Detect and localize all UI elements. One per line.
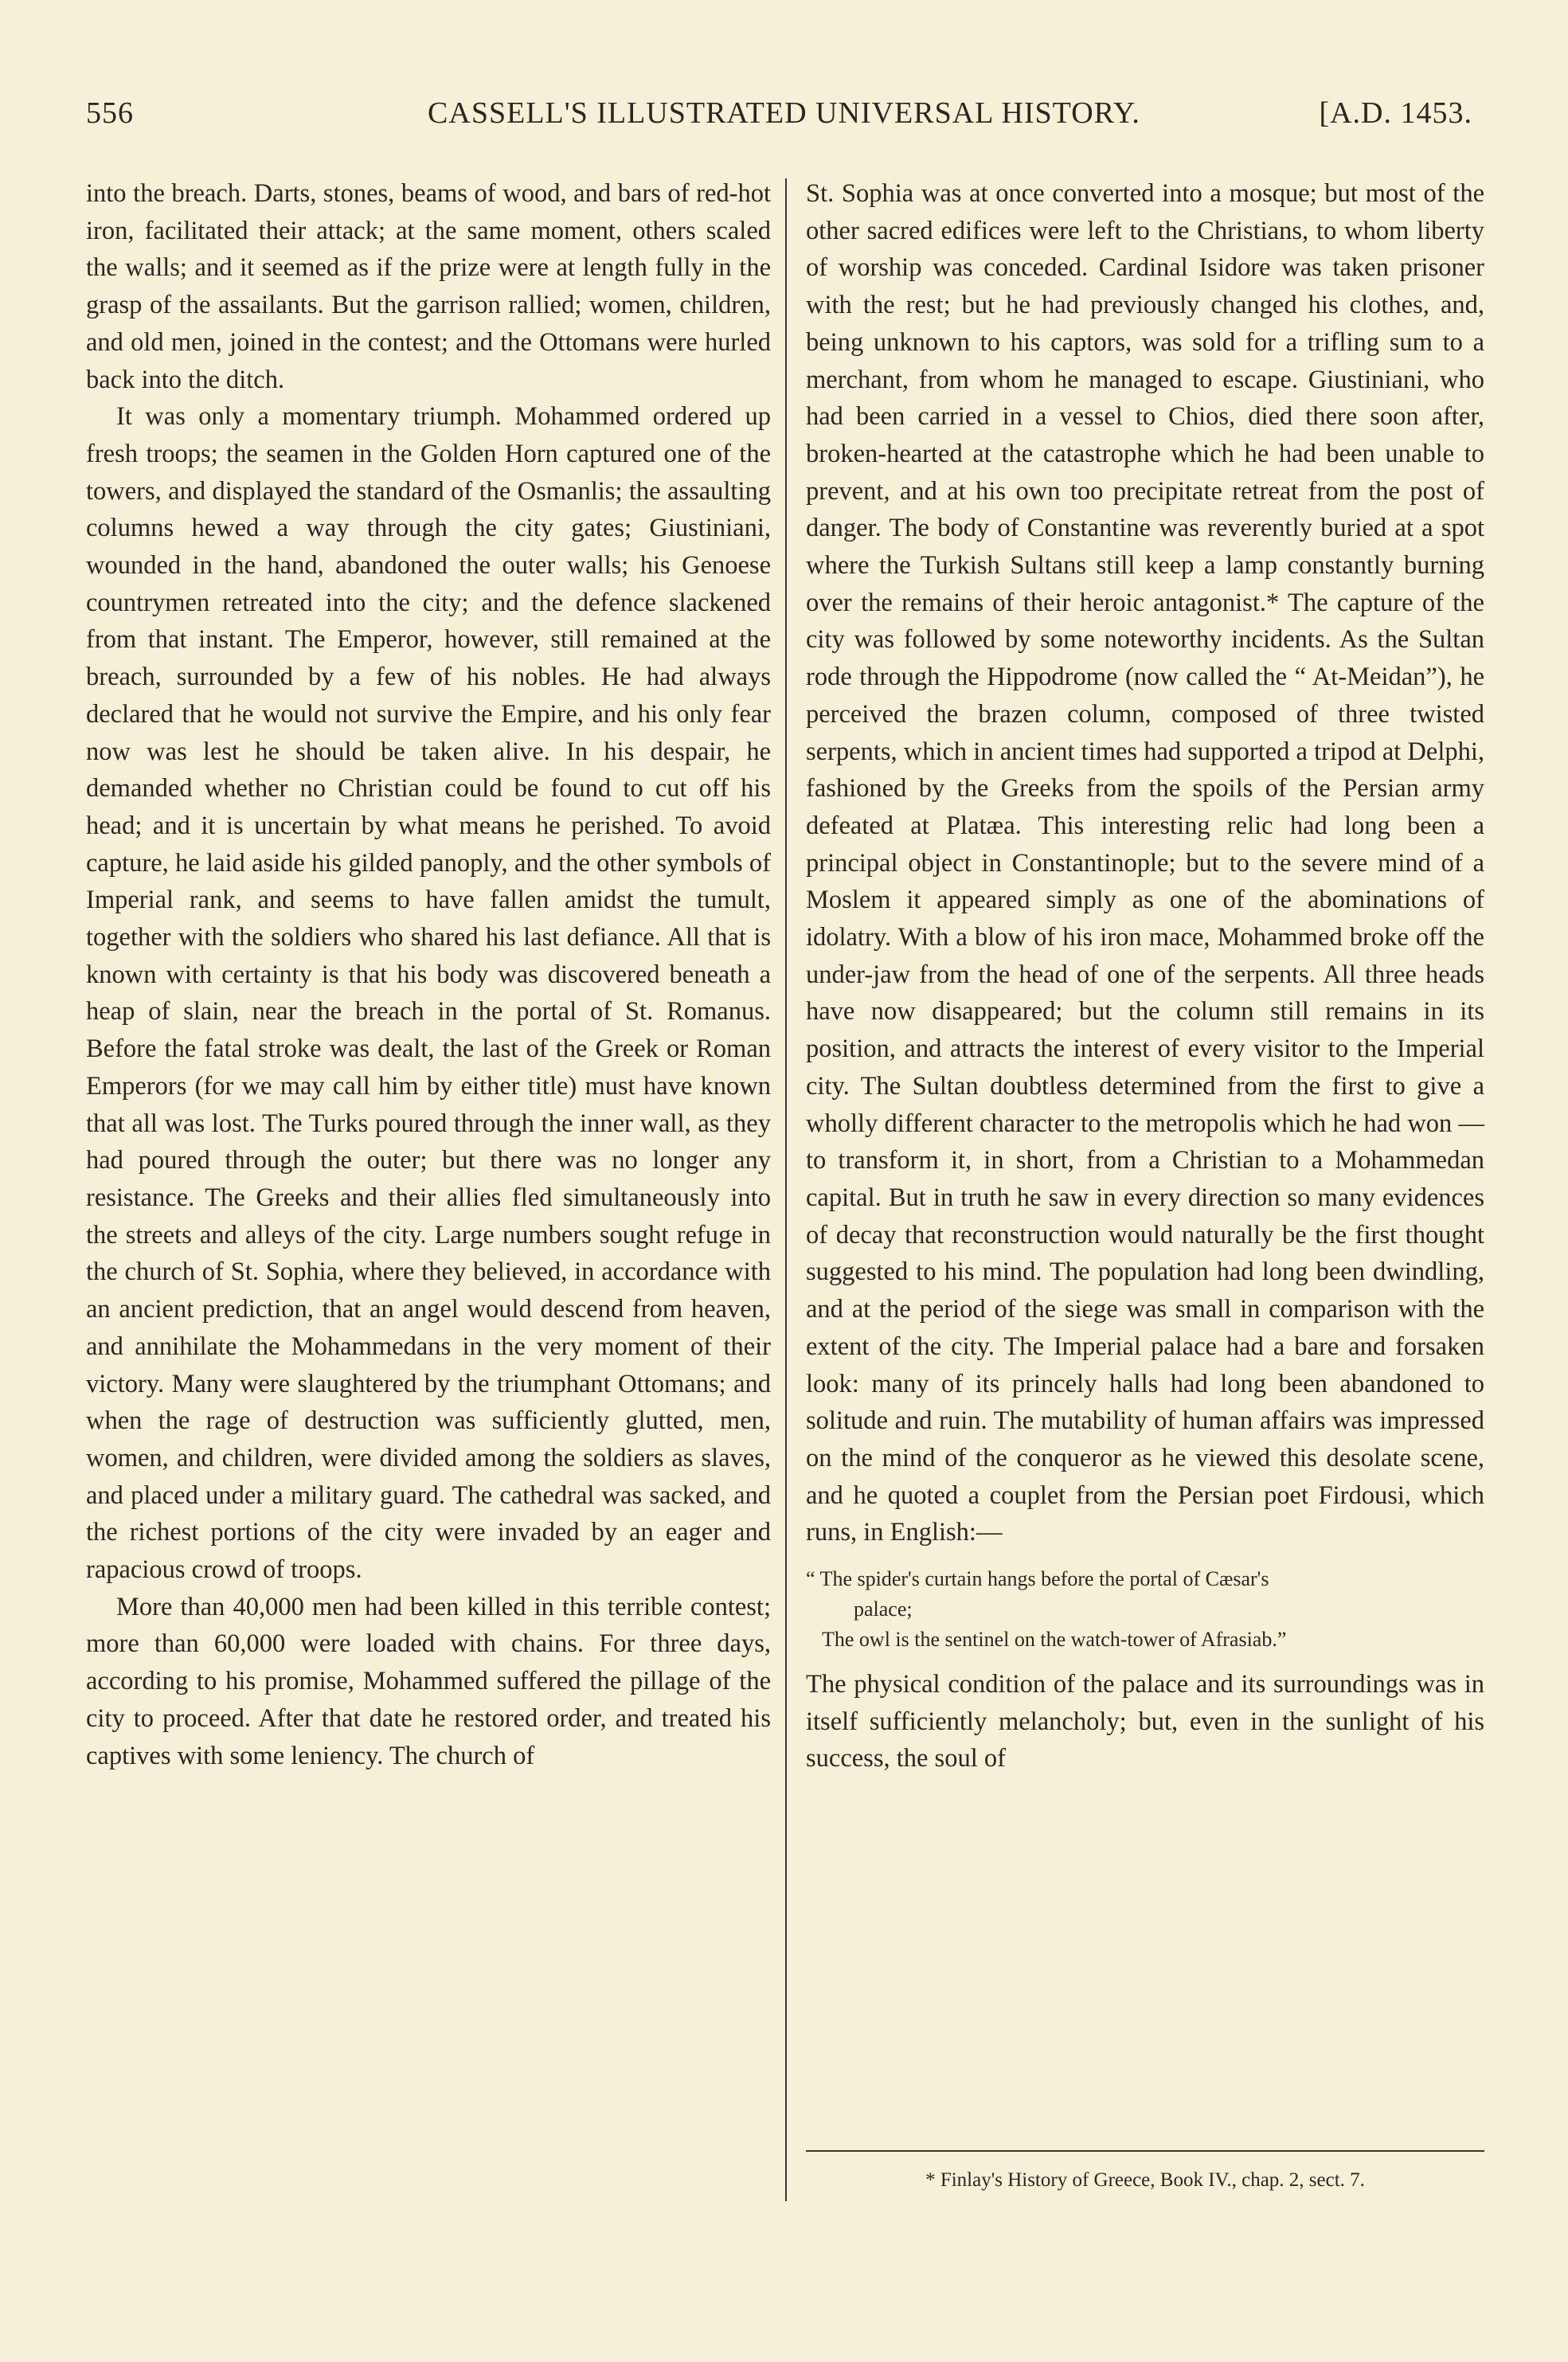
paragraph: More than 40,000 men had been killed in this terrible contest; more than 60,000 were loaded with chains. For three days, according to his promise, Mohammed suffered the pillage of the city to proceed. After that date he restored order, and treated his captives with some leniency. The church of [86, 1592, 771, 1770]
verse-line: palace; [854, 1597, 913, 1621]
verse-line: The owl is the sentinel on the watch-tower of Afrasiab.” [822, 1628, 1287, 1652]
book-title: CASSELL'S ILLUSTRATED UNIVERSAL HISTORY. [428, 96, 1140, 130]
paragraph: The physical condition of the palace and its surroundings was in itself sufficiently melancholy; but, even in the sunlight of his success, the soul of [806, 1670, 1484, 1773]
footnote-rule [806, 2150, 1484, 2152]
paragraph: into the breach. Darts, stones, beams of wood, and bars of red-hot iron, facilitated their attack; at the same moment, others scaled the walls; and it seemed as if the prize were at length fully in the grasp of the assailants. But the garrison rallied; women, children, and old men, joined in the contest; and the Ottomans were hurled back into the ditch. [86, 179, 771, 394]
paragraph: It was only a momentary triumph. Mohammed ordered up fresh troops; the seamen in the Golden Horn captured one of the towers, and displayed the standard of the Osmanlis; the assaulting columns hewed a way through the city gates; Giustiniani, wounded in the hand, abandoned the outer walls; his Genoese countrymen retreated into the city; and the defence slackened from that instant. The Emperor, however, still remained at the breach, surrounded by a few of his nobles. He had always declared that he would not survive the Empire, and his only fear now was lest he should be taken alive. In his despair, he demanded whether no Christian could be found to cut off his head; and it is uncertain by what means he perished. To avoid capture, he laid aside his gilded panoply, and the other symbols of Imperial rank, and seems to have fallen amidst the tumult, together with the soldiers who shared his last defiance. All that is known with certainty is that his body was discovered beneath a heap of slain, near the breach in the portal of St. Romanus. Before the fatal stroke was dealt, the last of the Greek or Roman Emperors (for we may call him by either title) must have known that all was lost. The Turks poured through the inner wall, as they had poured through the outer; but there was no longer any resistance. The Greeks and their allies fled simultaneously into the streets and alleys of the city. Large numbers sought refuge in the church of St. Sophia, where they believed, in accordance with an ancient prediction, that an angel would descend from heaven, and annihilate the Mohammedans in the very moment of their victory. Many were slaughtered by the triumphant Ottomans; and when the rage of destruction was sufficiently glutted, men, women, and children, were divided among the soldiers as slaves, and placed under a military guard. The cathedral was sacked, and the richest portions of the city were invaded by an eager and rapacious crowd of troops. [86, 402, 771, 1585]
left-column [86, 175, 771, 1774]
verse-line: “ The spider's curtain hangs before the portal of Cæsar's [806, 1567, 1269, 1591]
running-head [0, 96, 1568, 143]
right-column [806, 175, 1484, 1777]
page-number: 556 [86, 96, 134, 130]
column-divider [785, 178, 787, 2201]
verse-quote [806, 1564, 1484, 1655]
header-date: [A.D. 1453. [1319, 96, 1472, 130]
footnote: * Finlay's History of Greece, Book IV., chap. 2, sect. 7. [925, 2169, 1365, 2191]
paragraph: St. Sophia was at once converted into a mosque; but most of the other sacred edifices were left to the Christians, to whom liberty of worship was conceded. Cardinal Isidore was taken prisoner with the rest; but he had previously changed his clothes, and, being unknown to his captors, was sold for a trifling sum to a merchant, from whom he managed to escape. Giustiniani, who had been carried in a vessel to Chios, died there soon after, broken-hearted at the catastrophe which he had been unable to prevent, and at his own too precipitate retreat from the post of danger. The body of Constantine was reverently buried at a spot where the Turkish Sultans still keep a lamp constantly burning over the remains of their heroic antagonist.* The capture of the city was followed by some noteworthy incidents. As the Sultan rode through the Hippodrome (now called the “ At-Meidan”), he perceived the brazen column, composed of three twisted serpents, which in ancient times had supported a tripod at Delphi, fashioned by the Greeks from the spoils of the Persian army defeated at Platæa. This interesting relic had long been a principal object in Constantinople; but to the severe mind of a Moslem it appeared simply as one of the abominations of idolatry. With a blow of his iron mace, Mohammed broke off the under-jaw from the head of one of the serpents. All three heads have now disappeared; but the column still remains in its position, and attracts the interest of every visitor to the Imperial city. The Sultan doubtless determined from the first to give a wholly different character to the metropolis which he had won —to transform it, in short, from a Christian to a Mohammedan capital. But in truth he saw in every direction so many evidences of decay that reconstruction would naturally be the first thought suggested to his mind. The population had long been dwindling, and at the period of the siege was small in comparison with the extent of the city. The Imperial palace had a bare and forsaken look: many of its princely halls had long been abandoned to solitude and ruin. The mutability of human affairs was impressed on the mind of the conqueror as he viewed this desolate scene, and he quoted a couplet from the Persian poet Firdousi, which runs, in English:— [806, 179, 1485, 1547]
